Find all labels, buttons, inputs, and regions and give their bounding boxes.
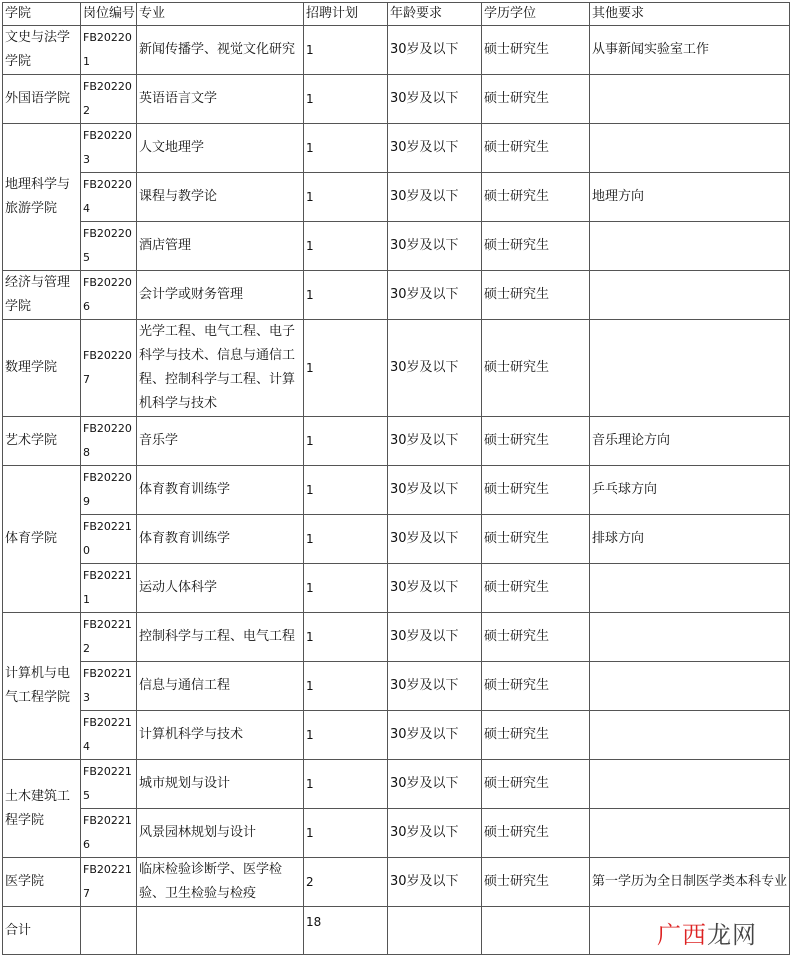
- header-major: 专业: [137, 3, 304, 26]
- major-cell: 体育教育训练学: [137, 515, 304, 564]
- header-row: [3, 3, 790, 26]
- table-row: [3, 173, 790, 222]
- empty-cell: [482, 907, 590, 955]
- college-cell: 地理科学与旅游学院: [3, 124, 81, 271]
- degree-cell: 硕士研究生: [482, 320, 590, 417]
- other-cell: [590, 271, 790, 320]
- degree-cell: 硕士研究生: [482, 662, 590, 711]
- degree-cell: 硕士研究生: [482, 809, 590, 858]
- degree-cell: 硕士研究生: [482, 515, 590, 564]
- table-row: [3, 564, 790, 613]
- code-cell: FB202214: [81, 711, 137, 760]
- table-row: [3, 271, 790, 320]
- major-cell: 英语语言文学: [137, 75, 304, 124]
- college-cell: 经济与管理学院: [3, 271, 81, 320]
- major-cell: 计算机科学与技术: [137, 711, 304, 760]
- plan-cell: 1: [304, 466, 388, 515]
- header-age: 年龄要求: [388, 3, 482, 26]
- degree-cell: 硕士研究生: [482, 417, 590, 466]
- empty-cell: [81, 907, 137, 955]
- other-cell: [590, 222, 790, 271]
- code-cell: FB202203: [81, 124, 137, 173]
- age-cell: 30岁及以下: [388, 466, 482, 515]
- table-row: [3, 320, 790, 417]
- empty-cell: [388, 907, 482, 955]
- other-cell: 乒乓球方向: [590, 466, 790, 515]
- code-cell: FB202215: [81, 760, 137, 809]
- code-cell: FB202213: [81, 662, 137, 711]
- age-cell: 30岁及以下: [388, 26, 482, 75]
- degree-cell: 硕士研究生: [482, 466, 590, 515]
- college-cell: 数理学院: [3, 320, 81, 417]
- table-row: [3, 711, 790, 760]
- total-label: 合计: [3, 907, 81, 955]
- degree-cell: 硕士研究生: [482, 173, 590, 222]
- college-cell: 计算机与电气工程学院: [3, 613, 81, 760]
- plan-cell: 1: [304, 711, 388, 760]
- watermark-logo: [657, 915, 757, 950]
- code-cell: FB202207: [81, 320, 137, 417]
- code-cell: FB202211: [81, 564, 137, 613]
- other-cell: 音乐理论方向: [590, 417, 790, 466]
- college-cell: 文史与法学学院: [3, 26, 81, 75]
- other-cell: [590, 613, 790, 662]
- age-cell: 30岁及以下: [388, 515, 482, 564]
- code-cell: FB202210: [81, 515, 137, 564]
- degree-cell: 硕士研究生: [482, 613, 590, 662]
- table-row: [3, 417, 790, 466]
- major-cell: 风景园林规划与设计: [137, 809, 304, 858]
- table-row: [3, 662, 790, 711]
- code-cell: FB202208: [81, 417, 137, 466]
- table-row: [3, 75, 790, 124]
- table-row: [3, 26, 790, 75]
- other-cell: 从事新闻实验室工作: [590, 26, 790, 75]
- other-cell: [590, 662, 790, 711]
- major-cell: 城市规划与设计: [137, 760, 304, 809]
- major-cell: 新闻传播学、视觉文化研究: [137, 26, 304, 75]
- degree-cell: 硕士研究生: [482, 271, 590, 320]
- code-cell: FB202212: [81, 613, 137, 662]
- age-cell: 30岁及以下: [388, 760, 482, 809]
- table-row: [3, 515, 790, 564]
- college-cell: 医学院: [3, 858, 81, 907]
- code-cell: FB202206: [81, 271, 137, 320]
- degree-cell: 硕士研究生: [482, 564, 590, 613]
- age-cell: 30岁及以下: [388, 417, 482, 466]
- age-cell: 30岁及以下: [388, 173, 482, 222]
- code-cell: FB202202: [81, 75, 137, 124]
- table-row: [3, 760, 790, 809]
- major-cell: 酒店管理: [137, 222, 304, 271]
- other-cell: [590, 320, 790, 417]
- plan-cell: 1: [304, 760, 388, 809]
- table-row: [3, 809, 790, 858]
- age-cell: 30岁及以下: [388, 271, 482, 320]
- age-cell: 30岁及以下: [388, 564, 482, 613]
- age-cell: 30岁及以下: [388, 124, 482, 173]
- major-cell: 人文地理学: [137, 124, 304, 173]
- other-cell: [590, 124, 790, 173]
- table-row: [3, 613, 790, 662]
- other-cell: 第一学历为全日制医学类本科专业: [590, 858, 790, 907]
- code-cell: FB202216: [81, 809, 137, 858]
- header-college: 学院: [3, 3, 81, 26]
- age-cell: 30岁及以下: [388, 809, 482, 858]
- plan-cell: 1: [304, 26, 388, 75]
- plan-cell: 1: [304, 75, 388, 124]
- degree-cell: 硕士研究生: [482, 124, 590, 173]
- code-cell: FB202201: [81, 26, 137, 75]
- degree-cell: 硕士研究生: [482, 222, 590, 271]
- college-cell: 土木建筑工程学院: [3, 760, 81, 858]
- plan-cell: 1: [304, 662, 388, 711]
- age-cell: 30岁及以下: [388, 858, 482, 907]
- major-cell: 音乐学: [137, 417, 304, 466]
- plan-cell: 1: [304, 271, 388, 320]
- major-cell: 体育教育训练学: [137, 466, 304, 515]
- major-cell: 临床检验诊断学、医学检验、卫生检验与检疫: [137, 858, 304, 907]
- degree-cell: 硕士研究生: [482, 858, 590, 907]
- college-cell: 体育学院: [3, 466, 81, 613]
- other-cell: [590, 711, 790, 760]
- plan-cell: 2: [304, 858, 388, 907]
- header-plan: 招聘计划: [304, 3, 388, 26]
- other-cell: [590, 564, 790, 613]
- major-cell: 课程与教学论: [137, 173, 304, 222]
- empty-cell: [137, 907, 304, 955]
- plan-cell: 1: [304, 417, 388, 466]
- major-cell: 信息与通信工程: [137, 662, 304, 711]
- code-cell: FB202205: [81, 222, 137, 271]
- age-cell: 30岁及以下: [388, 711, 482, 760]
- header-code: 岗位编号: [81, 3, 137, 26]
- table-row: [3, 222, 790, 271]
- age-cell: 30岁及以下: [388, 75, 482, 124]
- other-cell: [590, 809, 790, 858]
- watermark-part2: 龙网: [707, 921, 757, 949]
- total-plan: 18: [304, 907, 388, 955]
- degree-cell: 硕士研究生: [482, 711, 590, 760]
- watermark-part1: 广西: [657, 921, 707, 949]
- college-cell: 外国语学院: [3, 75, 81, 124]
- plan-cell: 1: [304, 173, 388, 222]
- code-cell: FB202204: [81, 173, 137, 222]
- other-cell: 排球方向: [590, 515, 790, 564]
- college-cell: 艺术学院: [3, 417, 81, 466]
- age-cell: 30岁及以下: [388, 222, 482, 271]
- plan-cell: 1: [304, 809, 388, 858]
- age-cell: 30岁及以下: [388, 613, 482, 662]
- major-cell: 光学工程、电气工程、电子科学与技术、信息与通信工程、控制科学与工程、计算机科学与技术: [137, 320, 304, 417]
- code-cell: FB202209: [81, 466, 137, 515]
- plan-cell: 1: [304, 515, 388, 564]
- header-other: 其他要求: [590, 3, 790, 26]
- degree-cell: 硕士研究生: [482, 760, 590, 809]
- other-cell: [590, 760, 790, 809]
- degree-cell: 硕士研究生: [482, 26, 590, 75]
- header-degree: 学历学位: [482, 3, 590, 26]
- code-cell: FB202217: [81, 858, 137, 907]
- major-cell: 控制科学与工程、电气工程: [137, 613, 304, 662]
- major-cell: 运动人体科学: [137, 564, 304, 613]
- table-row: [3, 124, 790, 173]
- table-row: [3, 858, 790, 907]
- plan-cell: 1: [304, 222, 388, 271]
- plan-cell: 1: [304, 124, 388, 173]
- table-row: [3, 466, 790, 515]
- age-cell: 30岁及以下: [388, 662, 482, 711]
- age-cell: 30岁及以下: [388, 320, 482, 417]
- other-cell: [590, 75, 790, 124]
- plan-cell: 1: [304, 320, 388, 417]
- plan-cell: 1: [304, 613, 388, 662]
- other-cell: 地理方向: [590, 173, 790, 222]
- recruitment-table: [2, 2, 790, 955]
- plan-cell: 1: [304, 564, 388, 613]
- degree-cell: 硕士研究生: [482, 75, 590, 124]
- major-cell: 会计学或财务管理: [137, 271, 304, 320]
